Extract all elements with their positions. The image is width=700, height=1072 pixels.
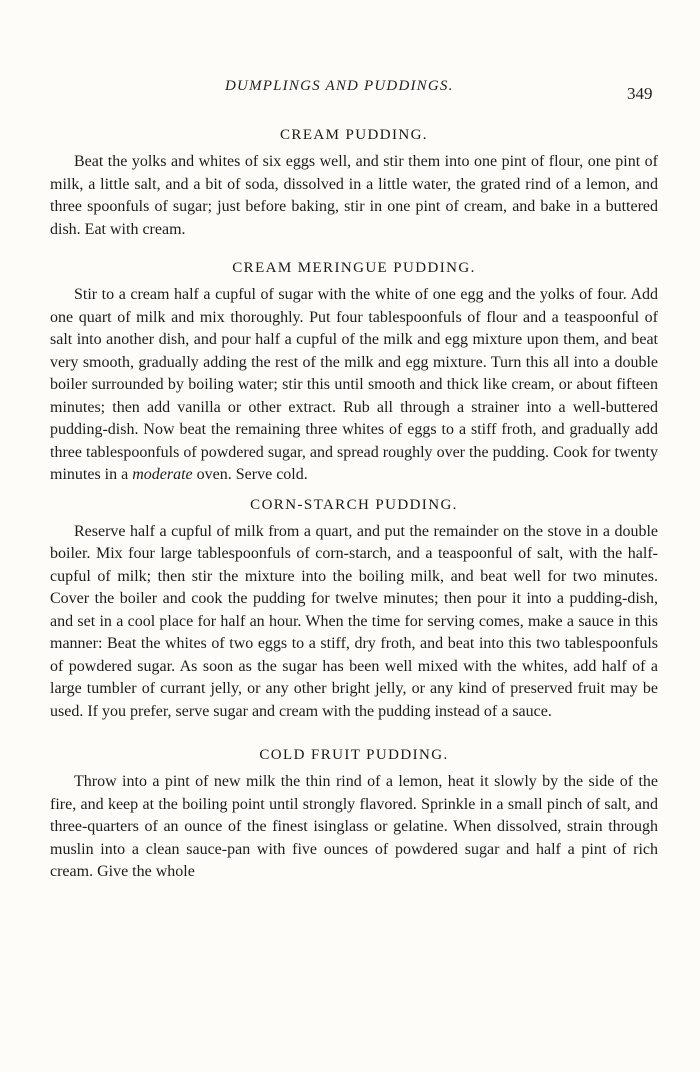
recipe-title: CREAM PUDDING. bbox=[280, 127, 428, 143]
recipe-title: CORN-STARCH PUDDING. bbox=[250, 496, 458, 513]
recipe-body: Reserve half a cupful of milk from a quart, and put the remainder on the stove in a double boiler. Mix four large tablespoonfuls of corn-starch, and a teaspoonful of salt, with the half-cupful of milk; then stir the mixture into the boiling milk, and beat well for two minutes. Cover the boiler and cook the pudding for twelve minutes; then pour it into a pudding-dish, and set in a cool place for half an hour. When the time for serving comes, make a sauce in this manner: Beat the whites of two eggs to a stiff, dry froth, and beat into this two tablespoonfuls of powdered sugar. As soon as the sugar has been well mixed with the whites, add half of a large tumbler of currant jelly, or any other bright jelly, or any kind of preserved fruit may be used. If you prefer, serve sugar and cream with the pudding instead of a sauce. bbox=[50, 522, 658, 720]
page-content bbox=[50, 124, 658, 884]
recipe-body: Beat the yolks and whites of six eggs well, and stir them into one pint of flour, one pint of milk, a little salt, and a bit of soda, dissolved in a little water, the grated rind of a lemon, and three spoonfuls of sugar; just before baking, stir in one pint of cream, and bake in a buttered dish. Eat with cream. bbox=[50, 153, 658, 238]
recipe-body: Stir to a cream half a cupful of sugar with the white of one egg and the yolks of four. Add one quart of milk and mix thoroughly. Put four tablespoonfuls of flour and a teaspoonful of salt into another dish, and pour half a cupful of the milk and egg mixture upon them, and beat very smooth, gradually adding the rest of the milk and egg mixture. Turn this all into a double boiler surrounded by boiling water; stir this until smooth and thick like cream, or about fifteen minutes; then add vanilla or other extract. Rub all through a strainer into a well-buttered pudding-dish. Now beat the remaining three whites of eggs to a stiff froth, and gradually add three tablespoonfuls of powdered sugar, and spread roughly over the pudding. Cook for twenty minutes in a moderate oven. Serve cold. bbox=[50, 286, 658, 483]
recipe-title: CREAM MERINGUE PUDDING. bbox=[232, 260, 476, 276]
recipe-cold-fruit-pudding bbox=[50, 744, 658, 884]
emphasis: moderate bbox=[132, 466, 193, 483]
recipe-cream-meringue-pudding bbox=[50, 257, 658, 487]
recipe-body: Throw into a pint of new milk the thin rind of a lemon, heat it slowly by the side of the fire, and keep at the boiling point until strongly flavored. Sprinkle in a small pinch of salt, and three-quarters of an ounce of the finest isinglass or gelatine. When dissolved, strain through muslin into a clean sauce-pan with five ounces of powdered sugar and half a pint of rich cream. Give the whole bbox=[50, 773, 658, 880]
page-number: 349 bbox=[627, 84, 653, 103]
running-title: DUMPLINGS AND PUDDINGS. bbox=[225, 78, 454, 94]
recipe-title: COLD FRUIT PUDDING. bbox=[259, 747, 449, 763]
running-head bbox=[0, 78, 700, 102]
recipe-corn-starch-pudding bbox=[50, 494, 658, 724]
recipe-cream-pudding bbox=[50, 124, 658, 241]
